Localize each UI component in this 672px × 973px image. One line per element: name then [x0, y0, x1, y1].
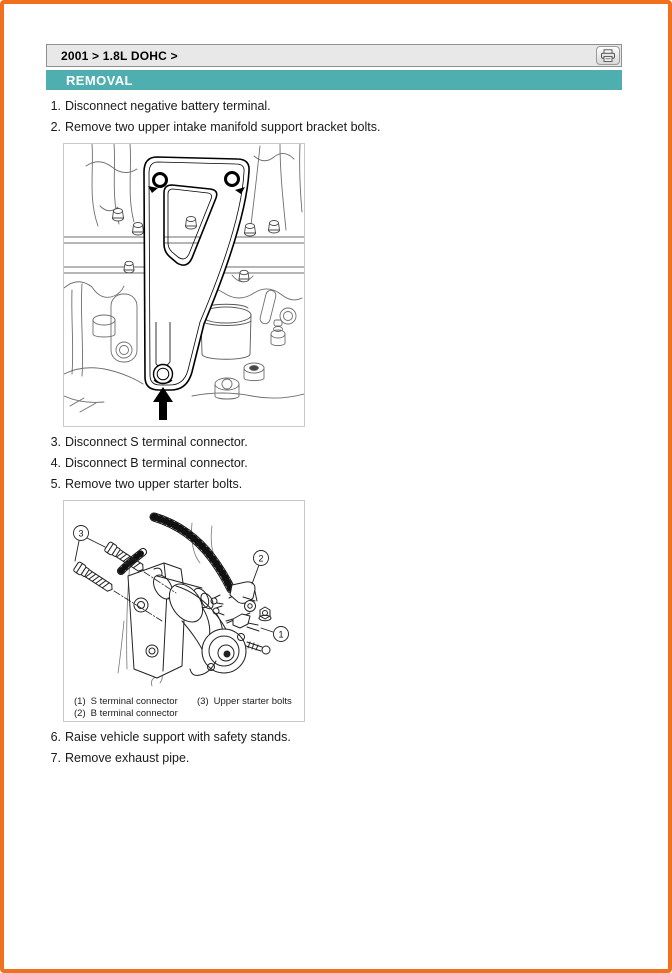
- step-3: [46, 432, 622, 453]
- step-5-text: Remove two upper starter bolts.: [65, 477, 243, 491]
- step-5: [46, 474, 622, 495]
- step-7-text: Remove exhaust pipe.: [65, 751, 190, 765]
- section-title: REMOVAL: [66, 72, 133, 88]
- breadcrumb: 2001 > 1.8L DOHC >: [61, 48, 178, 63]
- legend-1-label: S terminal connector: [90, 696, 178, 707]
- callout-1-number: 1: [278, 629, 284, 640]
- callout-3-number: 3: [78, 528, 84, 539]
- step-4-text: Disconnect B terminal connector.: [65, 456, 248, 470]
- legend-s-terminal: [74, 696, 178, 707]
- step-2: [46, 117, 622, 138]
- s-terminal-connector: [226, 614, 259, 631]
- step-3-number: 3.: [50, 435, 61, 449]
- figure-starter: [63, 500, 305, 722]
- printer-icon: [600, 49, 616, 63]
- step-1-text: Disconnect negative battery terminal.: [65, 99, 271, 113]
- step-6: [46, 727, 622, 748]
- callout-2-number: 2: [258, 553, 264, 564]
- figure-bracket: [63, 143, 305, 427]
- breadcrumb-bar: [46, 44, 622, 67]
- procedure-steps: [46, 96, 622, 769]
- starter-illustration: [64, 501, 304, 691]
- legend-2-number: (2): [74, 708, 86, 719]
- step-1-number: 1.: [50, 99, 61, 113]
- step-2-number: 2.: [50, 120, 61, 134]
- b-terminal: [230, 582, 271, 621]
- support-bracket: [144, 157, 249, 390]
- legend-1-number: (1): [74, 696, 86, 707]
- print-button[interactable]: [596, 46, 620, 65]
- step-6-text: Raise vehicle support with safety stands.: [65, 730, 291, 744]
- step-6-number: 6.: [50, 730, 61, 744]
- step-7-number: 7.: [50, 751, 61, 765]
- bolt-pointer-arrow: [153, 387, 173, 420]
- step-3-text: Disconnect S terminal connector.: [65, 435, 248, 449]
- step-2-text: Remove two upper intake manifold support bracket bolts.: [65, 120, 381, 134]
- legend-upper-bolts: [197, 696, 292, 707]
- page-content: [4, 4, 622, 769]
- step-7: [46, 748, 622, 769]
- step-4: [46, 453, 622, 474]
- bracket-illustration: [64, 144, 304, 426]
- section-header: [46, 70, 622, 90]
- step-1: [46, 96, 622, 117]
- legend-3-label: Upper starter bolts: [213, 696, 292, 707]
- legend-2-label: B terminal connector: [90, 708, 178, 719]
- step-5-number: 5.: [50, 477, 61, 491]
- step-4-number: 4.: [50, 456, 61, 470]
- lower-bolt: [246, 642, 270, 654]
- legend-3-number: (3): [197, 696, 209, 707]
- legend-b-terminal: [74, 708, 178, 719]
